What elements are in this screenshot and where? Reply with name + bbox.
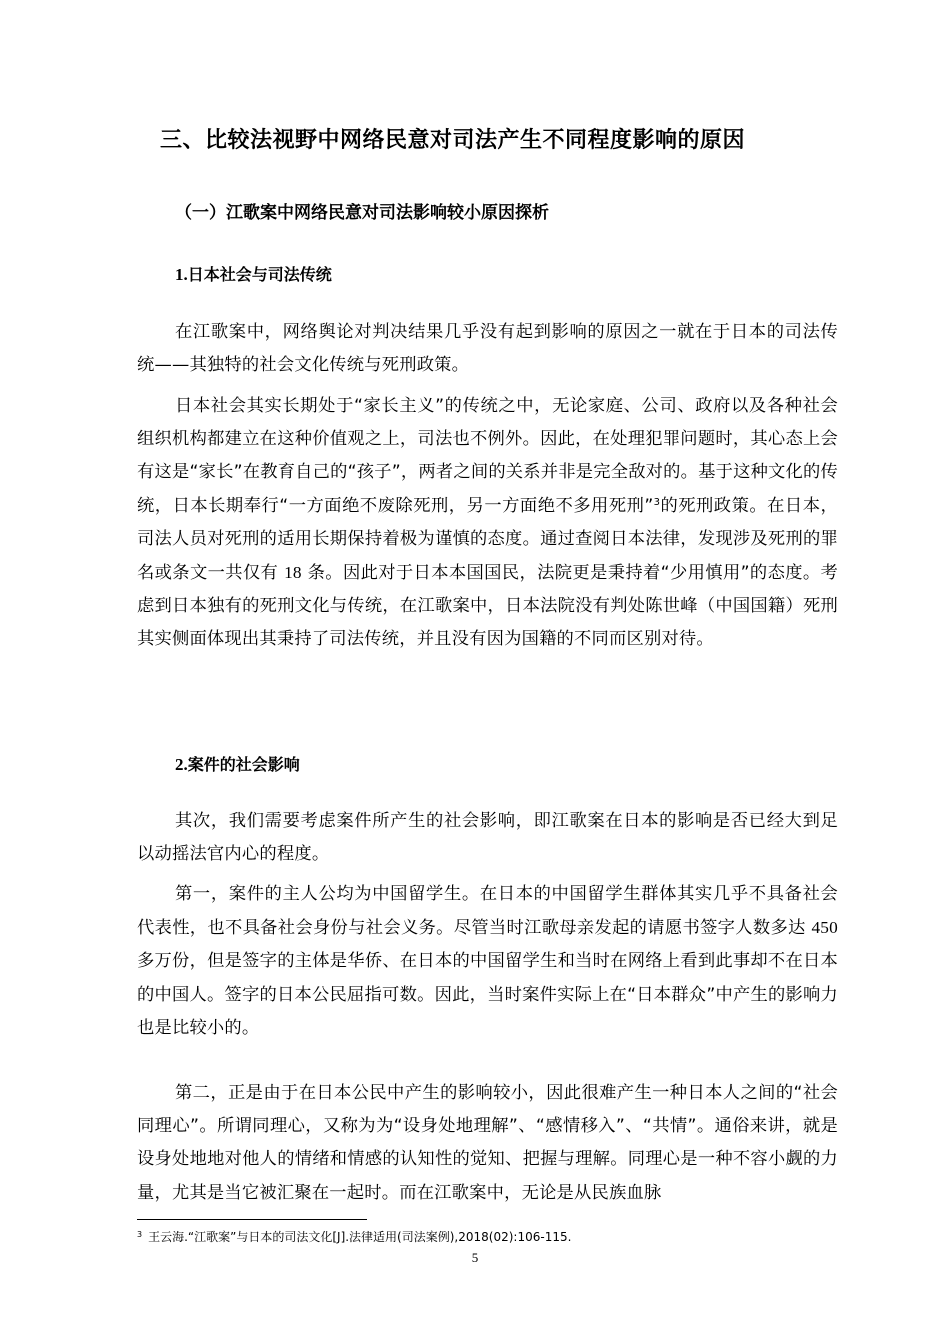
subsection-title: 日本社会与司法传统	[187, 265, 332, 284]
paragraph	[137, 878, 838, 1045]
number-value: 450	[811, 918, 838, 938]
paragraph: 在江歌案中，网络舆论对判决结果几乎没有起到影响的原因之一就在于日本的司法传统——其独特的社会文化传统与死刑政策。	[137, 322, 838, 376]
footnote-reference: 3	[653, 496, 661, 508]
subsection-heading-1	[175, 262, 332, 285]
footnote	[137, 1228, 571, 1245]
paragraph: 其次，我们需要考虑案件所产生的社会影响，即江歌案在日本的影响是否已经大到足以动摇法官内心的程度。	[137, 811, 838, 865]
footnote-divider	[137, 1219, 367, 1220]
subsection-title: 案件的社会影响	[187, 755, 300, 774]
footnote-mark: 3	[137, 1230, 143, 1239]
paragraph: 第二，正是由于在日本公民中产生的影响较小，因此很难产生一种日本人之间的“社会同理心”。所谓同理心，又称为为“设身处地理解”、“感情移入”、“共情”。通俗来讲，就是设身处地地对他人的情绪和情感的认知性的觉知、把握与理解。同理心是一种不容小觑的力量，尤其是当它被汇聚在一起时。而在江歌案中，无论是从民族血脉	[137, 1083, 838, 1203]
paragraph-text: 条。因此对于日本本国国民，法院更是秉持着“少用慎用”的态度。考虑到日本独有的死刑文化与传统，在江歌案中，日本法院没有判处陈世峰（中国国籍）死刑其实侧面体现出其秉持了司法传统，并且没有因为国籍的不同而区别对待。	[137, 563, 839, 650]
page-number: 5	[471, 1250, 479, 1265]
subsection-number: 2.	[175, 755, 188, 774]
paragraph-text: 第一，案件的主人公均为中国留学生。在日本的中国留学生群体其实几乎不具备社会代表性，也不具备社会身份与社会义务。尽管当时江歌母亲发起的请愿书签字人数多达	[137, 884, 838, 939]
chapter-heading: 三、比较法视野中网络民意对司法产生不同程度影响的原因	[160, 128, 746, 153]
number-value: 18	[284, 563, 302, 583]
footnote-text: 王云海.“江歌案”与日本的司法文化[J].法律适用(司法案例),2018(02):106-115.	[148, 1230, 572, 1244]
paragraph-text: 的死刑政策。在日本，司法人员对死刑的适用长期保持着极为谨慎的态度。通过查阅日本法律，发现涉及死刑的罪名或条文一共仅有	[137, 495, 838, 584]
subsection-number: 1.	[175, 265, 188, 284]
paragraph	[137, 390, 838, 657]
section-heading: （一）江歌案中网络民意对司法影响较小原因探析	[175, 203, 549, 223]
subsection-heading-2	[175, 752, 300, 775]
paragraph-text: 多万份，但是签字的主体是华侨、在日本的中国留学生和当时在网络上看到此事却不在日本的中国人。签字的日本公民屈指可数。因此，当时案件实际上在“日本群众”中产生的影响力也是比较小的。	[137, 951, 838, 1038]
paragraph-text: 日本社会其实长期处于“家长主义”的传统之中，无论家庭、公司、政府以及各种社会组织机构都建立在这种价值观之上，司法也不例外。因此，在处理犯罪问题时，其心态上会有这是“家长”在教育自己的“孩子”，两者之间的关系并非是完全敌对的。基于这种文化的传统，日本长期奉行“一方面绝不废除死刑，另一方面绝不多用死刑”	[137, 396, 838, 516]
